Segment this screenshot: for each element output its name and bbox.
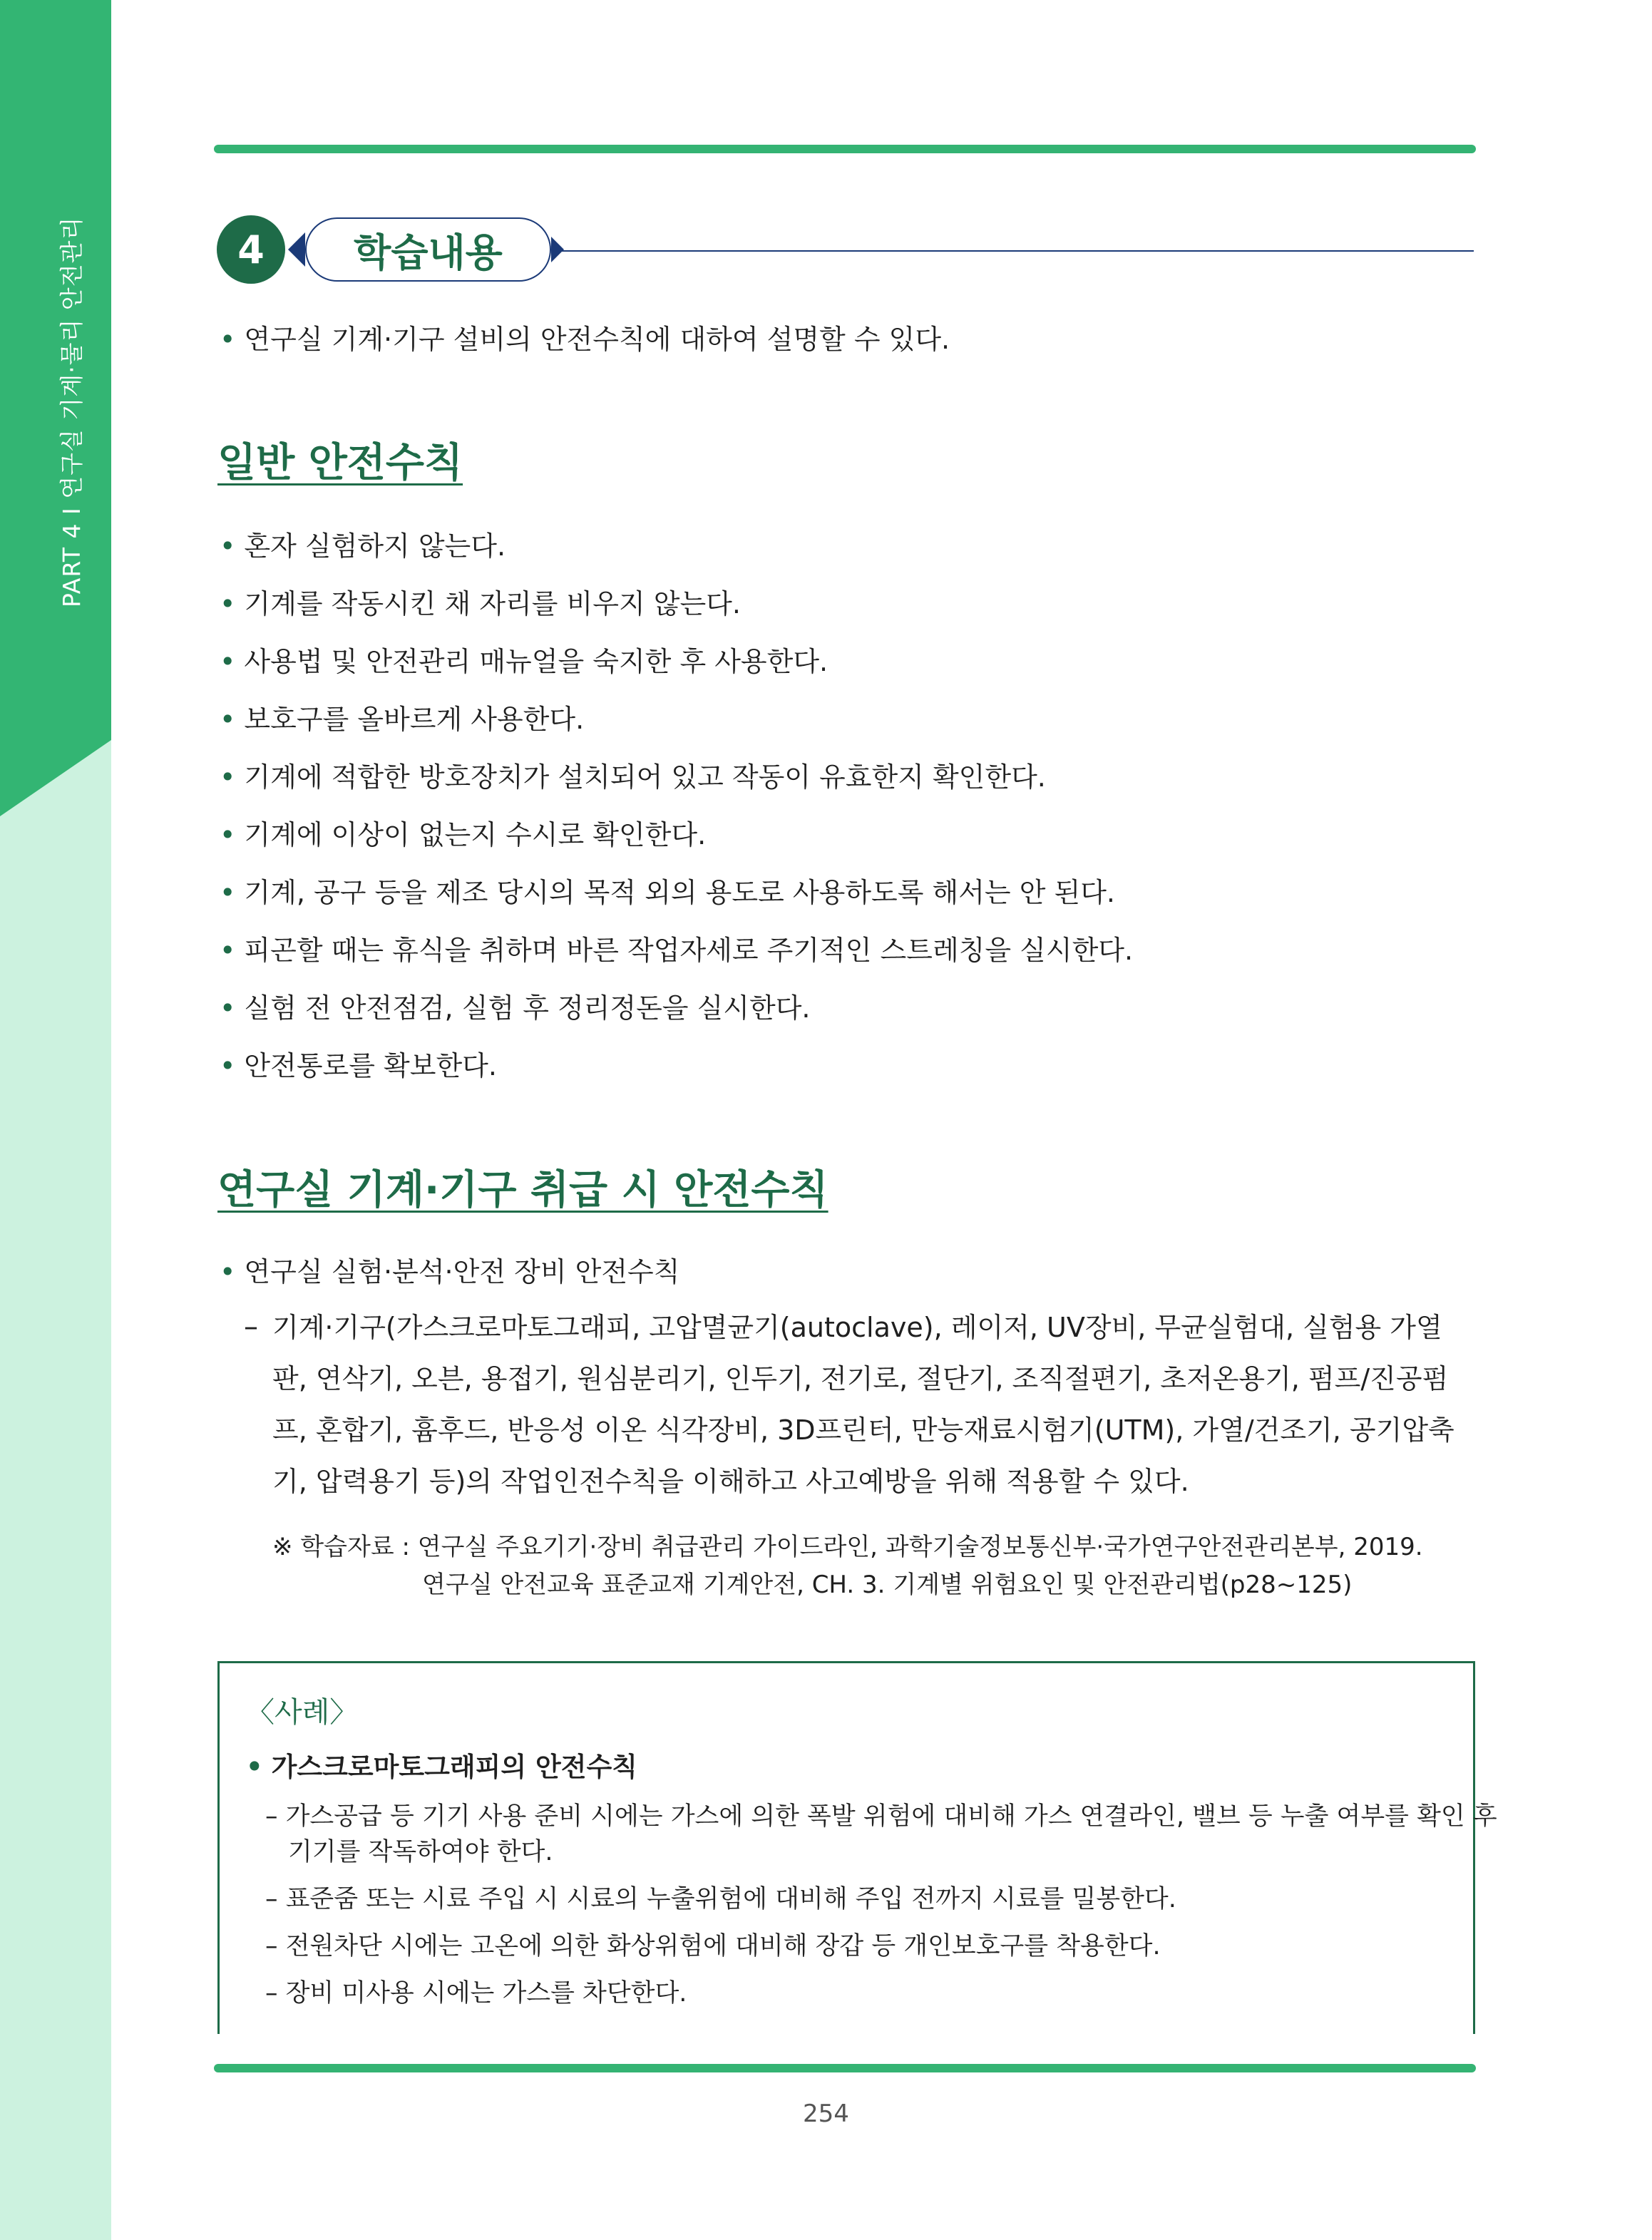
list-item: • 기계에 적합한 방호장치가 설치되어 있고 작동이 유효한지 확인한다.: [220, 755, 1046, 794]
pill-arrow-right: [551, 237, 564, 262]
list-item: • 기계, 공구 등을 제조 당시의 목적 외의 용도로 사용하도록 해서는 안 된다.: [220, 870, 1115, 910]
list-item: • 사용법 및 안전관리 매뉴얼을 숙지한 후 사용한다.: [220, 639, 828, 679]
reference-line-2: 연구실 안전교육 표준교재 기계안전, CH. 3. 기계별 위험요인 및 안전관리법(p28~125): [422, 1571, 1353, 1599]
case-title: 〈사례〉: [246, 1696, 359, 1729]
case-item: – 표준줌 또는 시료 주입 시 시료의 누출위험에 대비해 주입 전까지 시료를 밀봉한다.: [265, 1885, 1176, 1913]
reference-line-1: ※ 학습자료 : 연구실 주요기기·장비 취급관리 가이드라인, 과학기술정보통신부·국가연구안전관리본부, 2019.: [272, 1533, 1423, 1561]
dash-mark: –: [244, 1310, 258, 1343]
case-item: – 전원차단 시에는 고온에 의한 화상위험에 대비해 장갑 등 개인보호구를 착용한다.: [265, 1932, 1161, 1961]
case-subtitle: • 가스크로마토그래피의 안전수칙: [246, 1745, 637, 1784]
equipment-description: 기계·기구(가스크로마토그래피, 고압멸균기(autoclave), 레이저, UV장비, 무균실험대, 실험용 가열판, 연삭기, 오븐, 용접기, 원심분리기, 인두기, 전기로, 절단기, 조직절편기, 초저온용기, 펌프/진공펌프, 혼합기, 흄후드, 반응성 이온 식각장비, 3D프린터, 만능재료시험기(UTM), 가열/건조기, 공기압축기, 압력용기 등)의 작업인전수칙을 이해하고 사고예방을 위해 적용할 수 있다.: [272, 1312, 1455, 1497]
case-item: – 가스공급 등 기기 사용 준비 시에는 가스에 의한 폭발 위험에 대비해 가스 연결라인, 밸브 등 누출 여부를 확인 후: [265, 1802, 1497, 1831]
equipment-bullet: • 연구실 실험·분석·안전 장비 안전수칙: [220, 1250, 679, 1289]
list-item: • 혼자 실험하지 않는다.: [220, 524, 506, 563]
equipment-heading: 연구실 기계·기구 취급 시 안전수칙: [217, 1167, 828, 1213]
header-line: [560, 250, 1474, 252]
list-item: • 실험 전 안전점검, 실험 후 정리정돈을 실시한다.: [220, 986, 811, 1025]
pill-arrow-left: [288, 232, 305, 267]
section-title: 학습내용: [305, 217, 551, 282]
general-heading: 일반 안전수칙: [217, 440, 463, 486]
list-item: • 기계에 이상이 없는지 수시로 확인한다.: [220, 813, 706, 852]
list-item: • 안전통로를 확보한다.: [220, 1044, 497, 1083]
section-number: 4: [217, 215, 285, 284]
top-rule: [214, 145, 1476, 153]
side-tab-label: PART 4 I 연구실 기계·물리 안전관리: [58, 216, 86, 607]
case-item: 기기를 작독하여야 한다.: [288, 1838, 553, 1866]
bottom-rule: [214, 2064, 1476, 2072]
page-number: 254: [803, 2100, 849, 2128]
case-item: – 장비 미사용 시에는 가스를 차단한다.: [265, 1979, 687, 2008]
list-item: • 기계를 작동시킨 채 자리를 비우지 않는다.: [220, 582, 741, 621]
objective: • 연구실 기계·기구 설비의 안전수칙에 대하여 설명할 수 있다.: [220, 317, 950, 356]
list-item: • 피곤할 때는 휴식을 취하며 바른 작업자세로 주기적인 스트레칭을 실시한다.: [220, 928, 1133, 967]
list-item: • 보호구를 올바르게 사용한다.: [220, 697, 584, 736]
